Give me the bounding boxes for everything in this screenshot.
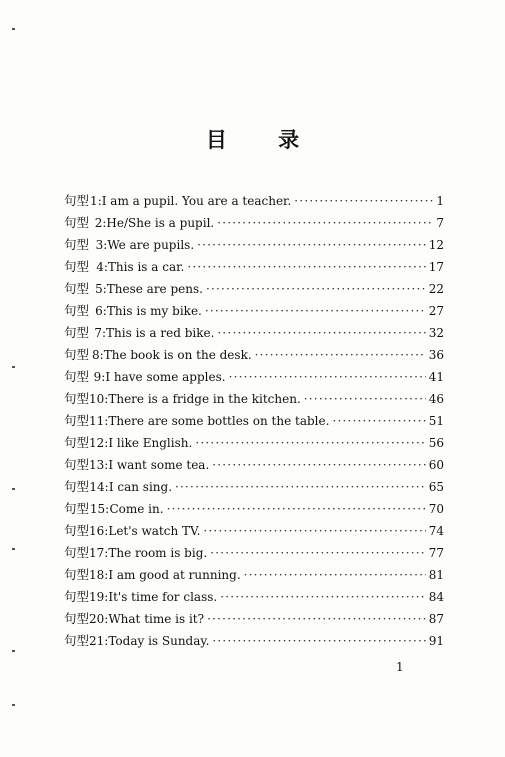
toc-entry[interactable] <box>64 300 444 322</box>
entry-kind: 句型 <box>64 435 90 450</box>
toc-entry[interactable] <box>64 322 444 344</box>
entry-page: 74 <box>428 524 444 538</box>
entry-separator: : <box>104 524 109 538</box>
leader-dots <box>195 432 425 454</box>
entry-page: 22 <box>428 282 444 296</box>
toc-entry[interactable] <box>64 564 444 586</box>
entry-page: 56 <box>428 436 444 450</box>
entry-page: 7 <box>436 216 444 230</box>
entry-page: 1 <box>436 194 444 208</box>
toc-entry[interactable] <box>64 542 444 564</box>
entry-separator: : <box>104 546 109 560</box>
entry-separator: : <box>104 458 109 472</box>
entry-number: 5 <box>95 282 103 296</box>
entry-text: What time is it? <box>108 612 205 626</box>
scan-mark <box>12 28 15 30</box>
entry-separator: : <box>102 326 107 340</box>
leader-dots <box>206 278 426 300</box>
entry-page: 27 <box>428 304 444 318</box>
entry-separator: : <box>104 590 109 604</box>
entry-page: 60 <box>428 458 444 472</box>
toc-entry[interactable] <box>64 410 444 432</box>
leader-dots <box>220 586 426 608</box>
entry-text: These are pens. <box>106 282 203 296</box>
toc-entry[interactable] <box>64 278 444 300</box>
leader-dots <box>212 630 425 652</box>
scan-mark <box>12 650 15 652</box>
entry-number: 14 <box>89 480 105 494</box>
leader-dots <box>304 388 426 410</box>
leader-dots <box>217 322 425 344</box>
entry-separator: : <box>102 216 107 230</box>
leader-dots <box>255 344 426 366</box>
entry-text: Today is Sunday. <box>108 634 210 648</box>
leader-dots <box>205 300 426 322</box>
leader-dots <box>229 366 426 388</box>
entry-kind: 句型 <box>64 523 90 538</box>
leader-dots <box>207 608 426 630</box>
entry-page: 77 <box>428 546 444 560</box>
entry-separator: : <box>104 568 109 582</box>
entry-kind: 句型 <box>64 545 90 560</box>
entry-number: 9 <box>93 370 102 384</box>
entry-separator: : <box>102 304 107 318</box>
entry-separator: : <box>104 612 109 626</box>
entry-kind: 句型 <box>64 391 90 406</box>
leader-dots <box>175 476 426 498</box>
entry-kind: 句型 <box>64 611 90 626</box>
scan-mark <box>12 704 15 706</box>
entry-kind: 句型 <box>64 567 90 582</box>
entry-number: 15 <box>89 502 106 516</box>
entry-separator: : <box>104 436 109 450</box>
entry-text: I have some apples. <box>105 370 226 384</box>
entry-number: 19 <box>89 590 105 604</box>
toc-entry[interactable] <box>64 190 444 212</box>
entry-separator: : <box>102 282 107 296</box>
entry-kind: 句型 <box>64 193 90 208</box>
entry-page: 51 <box>428 414 444 428</box>
entry-kind: 句型 <box>64 457 90 472</box>
entry-text: The room is big. <box>108 546 208 560</box>
toc-entry[interactable] <box>64 344 444 366</box>
entry-text: There are some bottles on the table. <box>108 414 330 428</box>
entry-kind: 句型 <box>64 589 90 604</box>
entry-page: 36 <box>428 348 444 362</box>
toc-entry[interactable] <box>64 476 444 498</box>
entry-number: 10 <box>89 392 105 406</box>
entry-number: 18 <box>89 568 105 582</box>
entry-page: 65 <box>428 480 444 494</box>
entry-number: 2 <box>94 216 103 230</box>
entry-separator: : <box>97 194 102 208</box>
entry-separator: : <box>104 634 109 648</box>
entry-separator: : <box>99 348 104 362</box>
page-title: 目 录 <box>205 127 322 152</box>
entry-kind: 句型 <box>64 479 90 494</box>
toc-entry[interactable] <box>64 608 444 630</box>
entry-page: 12 <box>428 238 444 252</box>
toc-entry[interactable] <box>64 388 444 410</box>
entry-text: This is a car. <box>107 260 185 274</box>
entry-separator: : <box>103 260 108 274</box>
scan-mark <box>12 548 15 550</box>
entry-separator: : <box>104 414 109 428</box>
entry-kind: 句型 <box>64 369 90 384</box>
entry-page: 81 <box>428 568 444 582</box>
entry-number: 1 <box>90 194 98 208</box>
entry-kind: 句型 <box>64 347 90 362</box>
entry-number: 8 <box>92 348 100 362</box>
entry-number: 21 <box>89 634 105 648</box>
entry-number: 7 <box>94 326 102 340</box>
entry-page: 46 <box>428 392 444 406</box>
entry-kind: 句型 <box>64 215 90 230</box>
entry-text: It's time for class. <box>108 590 218 604</box>
entry-number: 6 <box>95 304 103 318</box>
leader-dots <box>187 256 425 278</box>
leader-dots <box>332 410 425 432</box>
entry-page: 84 <box>428 590 444 604</box>
entry-text: He/She is a pupil. <box>106 216 215 230</box>
entry-number: 4 <box>96 260 104 274</box>
table-of-contents <box>64 190 444 652</box>
entry-page: 91 <box>428 634 444 648</box>
entry-page: 87 <box>428 612 444 626</box>
entry-kind: 句型 <box>64 501 90 516</box>
toc-entry[interactable] <box>64 520 444 542</box>
leader-dots <box>217 212 431 234</box>
entry-kind: 句型 <box>64 325 90 340</box>
entry-text: I can sing. <box>108 480 173 494</box>
toc-entry[interactable] <box>64 586 444 608</box>
toc-entry[interactable] <box>64 366 444 388</box>
entry-separator: : <box>104 392 109 406</box>
entry-kind: 句型 <box>64 633 90 648</box>
toc-entry[interactable] <box>64 212 444 234</box>
entry-separator: : <box>104 480 109 494</box>
entry-page: 17 <box>428 260 444 274</box>
toc-entry[interactable] <box>64 498 444 520</box>
page-number: 1 <box>396 660 404 674</box>
entry-number: 3 <box>95 238 104 252</box>
leader-dots <box>294 190 433 212</box>
toc-entry[interactable] <box>64 256 444 278</box>
toc-entry[interactable] <box>64 454 444 476</box>
entry-number: 11 <box>89 414 105 428</box>
leader-dots <box>244 564 426 586</box>
entry-text: Come in. <box>109 502 164 516</box>
entry-number: 12 <box>89 436 105 450</box>
entry-number: 13 <box>89 458 105 472</box>
entry-text: I am good at running. <box>108 568 241 582</box>
entry-text: This is my bike. <box>106 304 202 318</box>
leader-dots <box>212 454 425 476</box>
entry-text: I want some tea. <box>108 458 210 472</box>
entry-number: 20 <box>89 612 105 626</box>
entry-separator: : <box>103 238 108 252</box>
leader-dots <box>167 498 426 520</box>
entry-separator: : <box>101 370 106 384</box>
entry-kind: 句型 <box>64 237 90 252</box>
leader-dots <box>197 234 426 256</box>
leader-dots <box>203 520 425 542</box>
leader-dots <box>210 542 426 564</box>
entry-text: I am a pupil. You are a teacher. <box>101 194 292 208</box>
entry-page: 41 <box>428 370 444 384</box>
entry-kind: 句型 <box>64 281 90 296</box>
scan-mark <box>12 366 15 368</box>
entry-text: The book is on the desk. <box>103 348 252 362</box>
entry-text: There is a fridge in the kitchen. <box>108 392 301 406</box>
entry-number: 16 <box>89 524 105 538</box>
entry-page: 70 <box>428 502 445 516</box>
entry-kind: 句型 <box>64 303 90 318</box>
toc-entry[interactable] <box>64 234 444 256</box>
entry-text: I like English. <box>108 436 193 450</box>
entry-text: We are pupils. <box>107 238 195 252</box>
toc-entry[interactable] <box>64 630 444 652</box>
entry-number: 17 <box>89 546 105 560</box>
entry-kind: 句型 <box>64 413 90 428</box>
entry-text: Let's watch TV. <box>108 524 201 538</box>
toc-entry[interactable] <box>64 432 444 454</box>
entry-kind: 句型 <box>64 259 90 274</box>
entry-separator: : <box>105 502 110 516</box>
entry-text: This is a red bike. <box>106 326 215 340</box>
entry-page: 32 <box>428 326 444 340</box>
scan-mark <box>12 488 15 490</box>
